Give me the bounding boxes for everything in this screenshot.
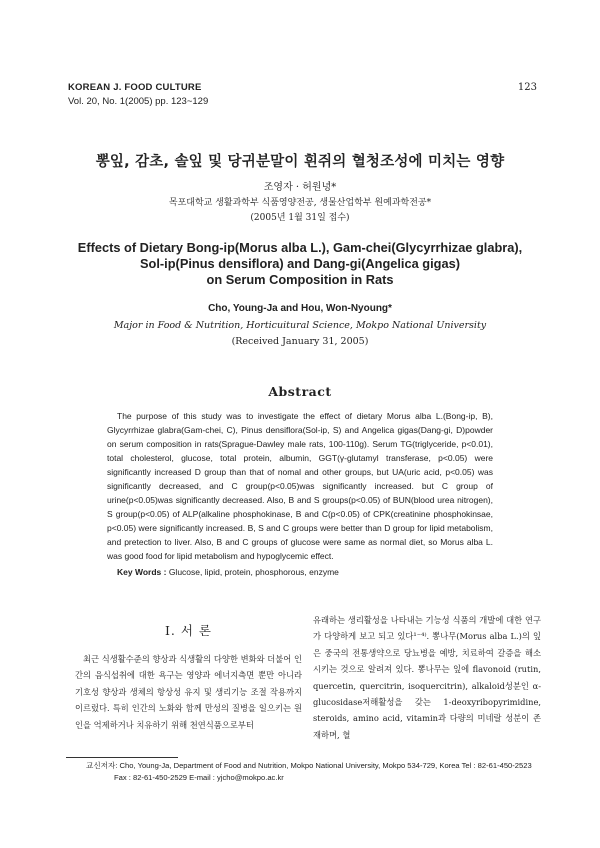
- english-title-line: on Serum Composition in Rats: [206, 272, 394, 287]
- page-number: 123: [517, 82, 537, 93]
- keywords-label: Key Words :: [117, 567, 167, 577]
- abstract-heading: Abstract: [268, 384, 332, 399]
- english-authors: Cho, Young-Ja and Hou, Won-Nyoung*: [208, 303, 392, 314]
- journal-name: KOREAN J. FOOD CULTURE: [68, 82, 202, 93]
- korean-authors: 조영자 · 허원녕*: [263, 182, 337, 193]
- introduction-right-column: 유래하는 생리활성을 나타내는 기능성 식품의 개발에 대한 연구가 다양하게 보고 되고 있다¹⁻⁴⁾. 뽕나무(Morus alba L.)의 잎은 중국의 전통생약으로 당뇨병을 예방, 치료하여 갈증을 해소시키는 것으로 알려져 있다. 뽕나무는 잎에 flavonoid (rutin, quercetin, quercitrin, isoquercitrin), alkaloid성분인 α-glucosidase저해활성을 갖는 1-deoxyribopyrimidine, steroids, amino acid, vitamin과 다량의 미네랄 성분이 존재하며, 혈: [313, 615, 541, 740]
- english-title-line: Sol-ip(Pinus densiflora) and Dang-gi(Angelica gigas): [140, 256, 460, 271]
- abstract-body: The purpose of this study was to investigate the effect of dietary Morus alba L.(Bong-ip, B), Glycyrrhizae glabra(Gam-chei, C), Pinus densiflora(Sol-ip, S) and Angelica gigas(Dang-gi, D)powder on serum composition in rats(Sprague-Dawley male rats, 100-110g). Serum TG(triglyceride, p<0.01), total cholesterol, glucose, total protein, albumin, GGT(γ-glutamyl transferase, p<0.05) were significantly increased D group than that of nomal and other groups, but UA(uric acid, p<0.05) was significantly decreased, and C group(p<0.05)was significantly increased. but C group of urine(p<0.05)was significantly decreased. Also, B and S groups(p<0.05) of BUN(blood urea nitrogen), S group(p<0.05) of ALP(alkaline phosphokinase, B and C(p<0.05) of CPK(creatinine phosphokinsae, p<0.05) were significantly increased. B, S and C groups were better than D group for lipid metabolism, and pretection to liver. Also, B and C groups of glucose were same as normal diet, so Morus alba L. was good food for lipid metabolism and hypoglycemic effect.: [107, 411, 493, 561]
- correspondence-line: 교신저자: Cho, Young-Ja, Department of Food and Nutrition, Mokpo National University, Mokpo 534-729, Korea Tel : 82-61-450-2523: [86, 761, 532, 770]
- journal-header: [68, 82, 208, 107]
- keywords: [117, 567, 493, 577]
- introduction-left-column: 최근 식생활수준의 향상과 식생활의 다양한 변화와 더불어 인간의 음식섭취에 대한 욕구는 영양과 에너지측면 뿐만 아니라 기호성 향상과 생체의 항상성 유지 및 생리기능 조절 작용까지 이르렀다. 특히 인간의 노화와 함께 만성의 질병을 일으키는 원인을 억제하거나 치유하기 위해 천연식품으로부터: [75, 654, 302, 730]
- footnote-divider: [66, 757, 178, 758]
- english-received-date: (Received January 31, 2005): [231, 336, 369, 347]
- correspondence-footnote: [86, 760, 546, 783]
- correspondence-contact: Fax : 82-61-450-2529 E-mail : yjcho@mokpo.ac.kr: [114, 772, 284, 782]
- korean-received-date: (2005년 1월 31일 접수): [250, 213, 350, 223]
- volume-info: Vol. 20, No. 1(2005) pp. 123~129: [68, 96, 209, 107]
- korean-title: 뽕잎, 감초, 솔잎 및 당귀분말이 흰쥐의 혈청조성에 미치는 영향: [95, 154, 505, 170]
- korean-affiliation: 목포대학교 생활과학부 식품영양전공, 생물산업학부 원예과학전공*: [168, 198, 432, 208]
- english-title: [0, 240, 600, 288]
- keywords-list: Glucose, lipid, protein, phosphorous, enzyme: [168, 567, 339, 577]
- english-title-line: Effects of Dietary Bong-ip(Morus alba L.), Gam-chei(Glycyrrhizae glabra),: [77, 240, 523, 255]
- introduction-heading: I. 서 론: [164, 623, 212, 638]
- english-affiliation: Major in Food & Nutrition, Horticuitural Science, Mokpo National University: [113, 320, 487, 331]
